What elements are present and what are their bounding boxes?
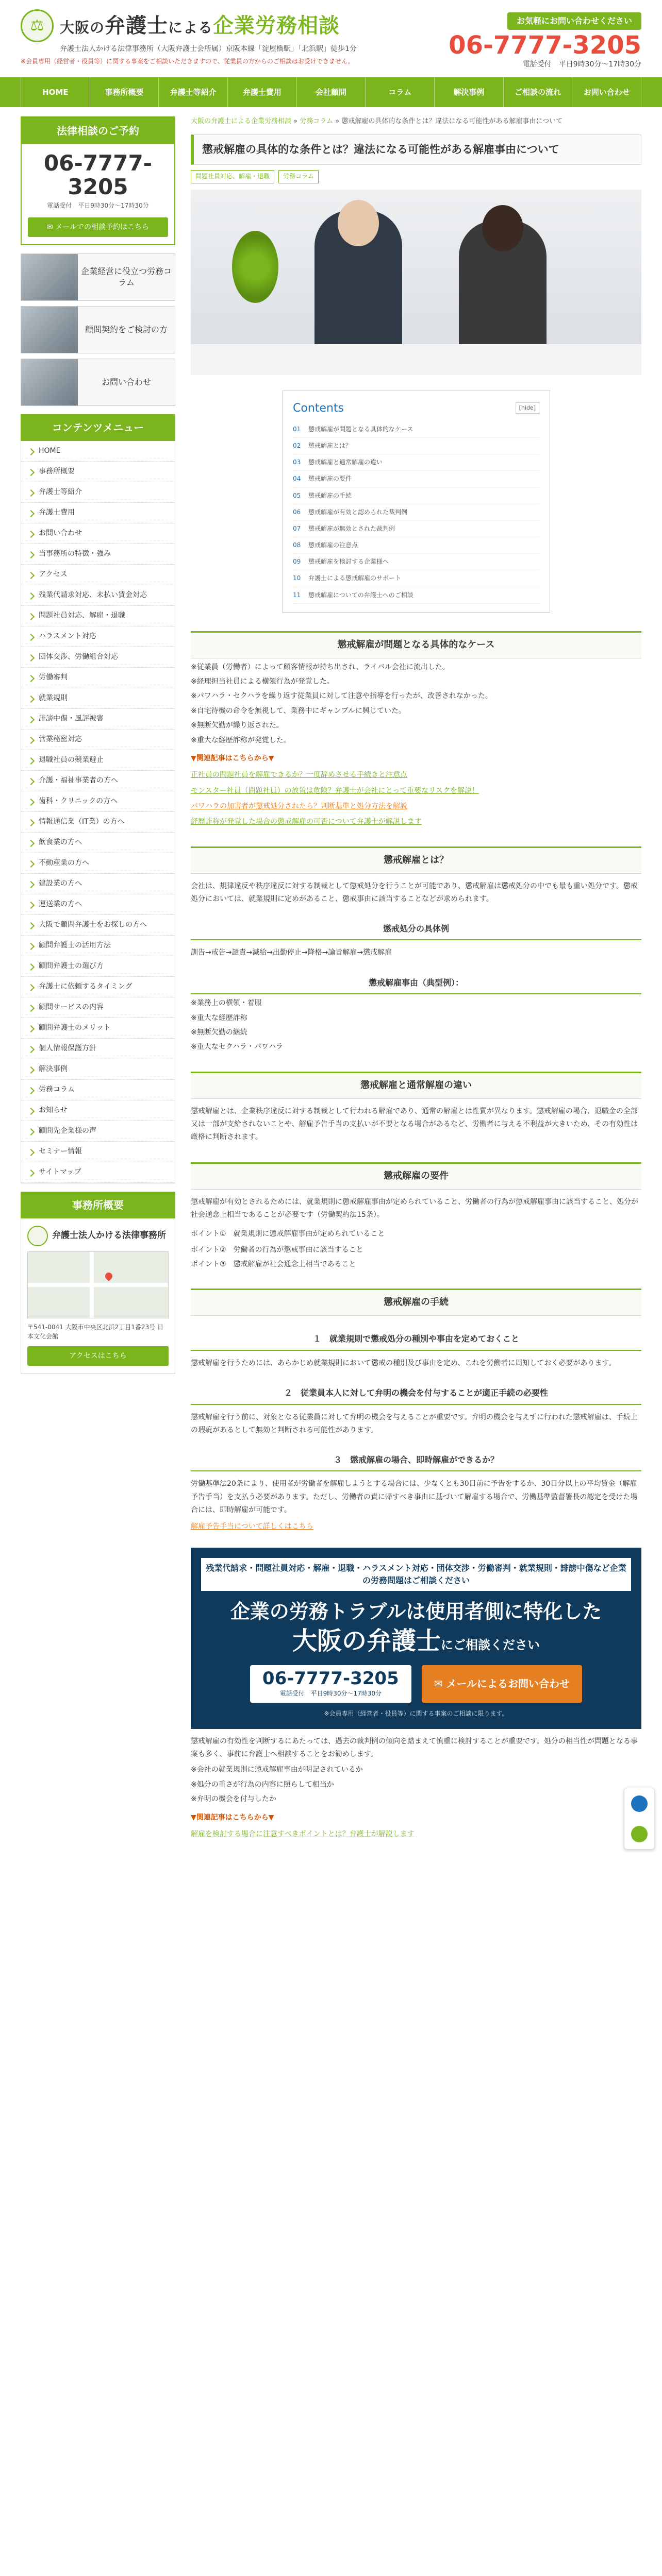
point-item: ポイント① 就業規則に懲戒解雇事由が定められていること [191, 1230, 385, 1239]
toc-item-number: 04 [293, 475, 301, 483]
sub-heading: ３ 懲戒解雇の場合、即時解雇ができるか？ [191, 1449, 641, 1472]
site-header [0, 0, 662, 77]
toc-item-label: 懲戒解雇を検討する企業様へ [308, 558, 389, 566]
office-address: 〒541-0041 大阪市中央区北浜2丁目1番23号 日本文化会館 [27, 1323, 163, 1340]
content-menu-item[interactable]: 顧問弁護士のメリット [21, 1018, 175, 1039]
list-item: ※従業員（労働者）によって顧客情報が持ち出され、ライバル会社に流出した。 [191, 663, 450, 671]
toc-item-number: 10 [293, 574, 301, 582]
sidebar-mail-button[interactable]: ✉ メールでの相談予約はこちら [28, 217, 168, 237]
sub-heading: １ 就業規則で懲戒処分の種別や事由を定めておくこと [191, 1328, 641, 1351]
header-phone[interactable]: 06-7777-3205 [449, 30, 641, 60]
global-nav [0, 77, 662, 107]
toc-item-label: 懲戒解雇の注意点 [308, 541, 358, 549]
content-menu-item[interactable]: 団体交渉、労働組合対応 [21, 647, 175, 668]
toc-item-label: 懲戒解雇が無効とされた裁判例 [308, 524, 395, 532]
access-button[interactable]: アクセスはこちら [27, 1346, 169, 1366]
point-item: ポイント② 労働者の行為が懲戒事由に該当すること [191, 1245, 363, 1254]
banner-image [21, 307, 78, 353]
toc-item[interactable] [293, 471, 539, 487]
related-link[interactable]: パワハラの加害者が懲戒処分されたら？判断基準と処分方法を解説 [191, 802, 407, 810]
toc-item[interactable] [293, 554, 539, 570]
office-box [21, 1218, 175, 1374]
toc-item-label: 懲戒解雇が有効と認められた裁判例 [308, 508, 408, 516]
toc-item[interactable] [293, 587, 539, 604]
toc-item-number: 11 [293, 591, 301, 599]
office-heading: 事務所概要 [21, 1192, 175, 1218]
section-heading: 懲戒解雇の手続 [191, 1289, 641, 1316]
sidebar-banner-contact[interactable]: お問い合わせ [21, 359, 175, 406]
breadcrumb: 大阪の弁護士による企業労務相談 » 労務コラム » 懲戒解雇の具体的な条件とは？違法になる可能性がある解雇事由について [191, 117, 563, 125]
nav-fees[interactable]: 弁護士費用 [228, 77, 297, 107]
paragraph: 懲戒解雇を行うためには、あらかじめ就業規則において懲戒の種別及び事由を定め、これを労働者に周知しておく必要があります。 [191, 1359, 616, 1367]
toc-item-number: 09 [293, 558, 301, 566]
related-link[interactable]: 正社員の問題社員を解雇できるか？一度辞めさせる手続きと注意点 [191, 771, 407, 779]
mail-icon: ✉ [47, 223, 56, 231]
sub-heading: 懲戒処分の具体例 [191, 918, 641, 941]
list-item: ※重大な経歴詐称が発覚した。 [191, 736, 291, 744]
toc-title: Contents [293, 401, 344, 415]
content-menu-item[interactable]: 弁護士に依頼するタイミング [21, 977, 175, 997]
tag-column[interactable]: 労務コラム [278, 170, 319, 183]
content-menu-item[interactable]: お知らせ [21, 1100, 175, 1121]
point-item: ポイント③ 懲戒解雇が社会通念上相当であること [191, 1260, 356, 1268]
toc-item-number: 08 [293, 541, 301, 549]
content-menu-item[interactable]: 大阪で顧問弁護士をお探しの方へ [21, 915, 175, 936]
section-heading: 懲戒解雇の要件 [191, 1162, 641, 1190]
post-tags [191, 170, 641, 183]
content-menu-item[interactable]: 情報通信業（IT業）の方へ [21, 812, 175, 833]
nav-advisory[interactable]: 会社顧問 [297, 77, 366, 107]
contact-badge: お気軽にお問い合わせください [507, 12, 641, 30]
content-menu-item[interactable]: 不動産業の方へ [21, 853, 175, 874]
content-menu-item[interactable]: 残業代請求対応、未払い賃金対応 [21, 585, 175, 606]
related-link[interactable]: 解雇を検討する場合に注意すべきポイントとは？弁護士が解説します [191, 1829, 415, 1838]
cta-mail-button[interactable]: ✉ メールによるお問い合わせ [422, 1665, 582, 1703]
content-menu-heading: コンテンツメニュー [21, 414, 175, 441]
main-content [191, 116, 641, 1840]
inline-link[interactable]: 解雇予告手当について詳しくはこちら [191, 1522, 313, 1531]
content-menu-item[interactable]: 営業秘密対応 [21, 730, 175, 750]
content-menu-item[interactable]: アクセス [21, 565, 175, 585]
nav-flow[interactable]: ご相談の流れ [504, 77, 573, 107]
list-item: ※処分の重さが行為の内容に照らして相当か [191, 1780, 334, 1789]
content-menu-item[interactable]: 就業規則 [21, 688, 175, 709]
paragraph: 会社は、規律違反や秩序違反に対する制裁として懲戒処分を行うことが可能であり、懲戒解雇は懲戒処分の中でも最も重い処分です。懲戒処分においては、就業規則に定めがあること、懲戒事由に該当することなどが求められます。 [191, 882, 638, 903]
nav-contact[interactable]: お問い合わせ [572, 77, 641, 107]
toc-item-label: 懲戒解雇とは？ [308, 442, 352, 449]
content-menu-item[interactable]: 顧問弁護士の活用方法 [21, 936, 175, 956]
toc-item-number: 02 [293, 442, 301, 449]
site-subtitle: 弁護士法人かける法律事務所（大阪弁護士会所属）京阪本線「淀屋橋駅」「北浜駅」徒歩1分 [60, 45, 357, 53]
list-item: ※弁明の機会を付与したか [191, 1795, 276, 1804]
content-menu-item[interactable]: 弁護士費用 [21, 503, 175, 523]
content-menu-item[interactable]: ハラスメント対応 [21, 626, 175, 647]
paragraph: 懲戒解雇を行う前に、対象となる従業員に対して弁明の機会を与えることが重要です。弁明の機会を与えずに行われた懲戒解雇は、手続上の瑕疵があるとして無効と判断される可能性があります。 [191, 1413, 638, 1434]
toc-item-label: 懲戒解雇と通常解雇の違い [308, 459, 383, 466]
toc-item[interactable] [293, 421, 539, 438]
content-menu-item[interactable]: 労務コラム [21, 1080, 175, 1100]
mail-icon: ✉ [434, 1677, 446, 1690]
toc-item-number: 05 [293, 492, 301, 499]
office-logo-icon [27, 1226, 48, 1246]
breadcrumb-home[interactable]: 大阪の弁護士による企業労務相談 [191, 117, 292, 125]
content-menu-item[interactable]: セミナー情報 [21, 1142, 175, 1162]
toc-item[interactable] [293, 521, 539, 537]
toc-toggle[interactable]: [hide] [516, 402, 539, 414]
cta-banner [191, 1548, 641, 1729]
sidebar-contact-heading: 法律相談のご予約 [22, 117, 174, 144]
content-menu-item[interactable]: 解決事例 [21, 1059, 175, 1080]
breadcrumb-category[interactable]: 労務コラム [300, 117, 334, 125]
content-menu-item[interactable]: 飲食業の方へ [21, 833, 175, 853]
content-menu-item[interactable]: 運送業の方へ [21, 894, 175, 915]
toc-item-label: 懲戒解雇の手続 [308, 492, 352, 499]
list-item: ※無断欠勤が繰り返された。 [191, 721, 284, 730]
content-menu-item[interactable]: 介護・福祉事業者の方へ [21, 771, 175, 791]
table-of-contents [282, 391, 550, 613]
chat-icon[interactable] [631, 1795, 648, 1812]
toc-item-number: 07 [293, 524, 301, 532]
paragraph: 労働基準法20条により、使用者が労働者を解雇しようとする場合には、少なくとも30日前に予告をするか、30日分以上の平均賃金（解雇予告手当）を支払う必要があります。ただし、労働者の責に帰すべき事由に基づいて解雇する場合で、労働基準監督署長の認定を受けた場合には、即時解雇が可能です。 [191, 1480, 638, 1514]
content-menu-item[interactable]: HOME [21, 441, 175, 462]
content-menu [21, 441, 175, 1183]
toc-item-label: 懲戒解雇の要件 [308, 475, 352, 483]
office-map[interactable] [27, 1251, 169, 1318]
header-hours: 電話受付 平日9時30分〜17時30分 [522, 60, 641, 69]
content-menu-item[interactable]: サイトマップ [21, 1162, 175, 1183]
toc-item[interactable] [293, 488, 539, 504]
map-pin-icon [104, 1271, 114, 1281]
list-item: ※無断欠勤の継続 [191, 1028, 247, 1037]
cta-headline: 企業の労務トラブルは使用者側に特化した 大阪の弁護士にご相談ください [230, 1600, 602, 1655]
hero-image [191, 190, 641, 375]
breadcrumb-current: 懲戒解雇の具体的な条件とは？違法になる可能性がある解雇事由について [341, 117, 563, 125]
content-menu-item[interactable]: 建設業の方へ [21, 874, 175, 894]
content-menu-item[interactable]: お問い合わせ [21, 523, 175, 544]
content-menu-item[interactable]: 当事務所の特徴・強み [21, 544, 175, 565]
content-menu-item[interactable]: 誹謗中傷・風評被害 [21, 709, 175, 730]
nav-home[interactable]: HOME [21, 77, 90, 107]
nav-cases[interactable]: 解決事例 [435, 77, 504, 107]
sidebar-contact-box [21, 116, 175, 245]
content-menu-item[interactable]: 顧問弁護士の選び方 [21, 956, 175, 977]
sidebar [21, 116, 175, 1840]
list-item: ※会社の就業規則に懲戒解雇事由が明記されているか [191, 1766, 363, 1774]
content-menu-item[interactable]: 歯科・クリニックの方へ [21, 791, 175, 812]
toc-item[interactable] [293, 454, 539, 471]
toc-item[interactable] [293, 570, 539, 587]
sidebar-banner-advisory[interactable]: 顧問契約をご検討の方 [21, 306, 175, 353]
site-note: ※会員専用（経営者・役員等）に関する事案をご相談いただきますので、従業員の方からのご相談はお受けできません。 [21, 58, 354, 65]
toc-item-label: 懲戒解雇が問題となる具体的なケース [308, 425, 413, 433]
related-link[interactable]: 経歴詐称が発覚した場合の懲戒解雇の可否について弁護士が解説します [191, 818, 422, 826]
paragraph: 懲戒解雇とは、企業秩序違反に対する制裁として行われる解雇であり、通常の解雇とは性質が異なります。懲戒解雇の場合、退職金の全部又は一部が支給されないことや、解雇予告手当の支払いが不要となる場合があるなど、労働者に与える不利益が大きいため、その有効性は厳格に判断されます。 [191, 1107, 638, 1141]
site-title: 大阪の弁護士による企業労務相談 [60, 14, 340, 38]
toc-item[interactable] [293, 504, 539, 521]
section-heading: 懲戒解雇と通常解雇の違い [191, 1072, 641, 1099]
toc-item-number: 06 [293, 508, 301, 516]
paragraph: 懲戒解雇が有効とされるためには、就業規則に懲戒解雇事由が定められていること、労働者の行為が懲戒解雇事由に該当すること、処分が社会通念上相当であることが必要です（労働契約法15条）。 [191, 1197, 638, 1219]
toc-item-label: 弁護士による懲戒解雇のサポート [308, 574, 402, 582]
tag-dismissal[interactable]: 問題社員対応、解雇・退職 [191, 170, 274, 183]
nav-lawyers[interactable]: 弁護士等紹介 [159, 77, 228, 107]
list-item: ※重大な経歴詐称 [191, 1013, 247, 1022]
nav-column[interactable]: コラム [366, 77, 435, 107]
nav-office[interactable]: 事務所概要 [90, 77, 159, 107]
contact-icon[interactable] [631, 1826, 648, 1842]
toc-item[interactable] [293, 537, 539, 554]
related-heading: ▼関連記事はこちらから▼ [191, 1813, 274, 1822]
banner-image [21, 359, 78, 405]
toc-item-label: 懲戒解雇についての弁護士へのご相談 [308, 591, 413, 599]
list-item: ※経理担当社員による横領行為が発覚した。 [191, 677, 334, 686]
content-menu-item[interactable]: 事務所概要 [21, 462, 175, 482]
content-menu-item[interactable]: 個人情報保護方針 [21, 1039, 175, 1059]
toc-item[interactable] [293, 438, 539, 454]
content-menu-item[interactable]: 顧問先企業様の声 [21, 1121, 175, 1142]
content-menu-item[interactable]: 問題社員対応、解雇・退職 [21, 606, 175, 626]
list-item: ※パワハラ・セクハラを繰り返す従業員に対して注意や指導を行ったが、改善されなかった。 [191, 692, 492, 701]
list-item: ※重大なセクハラ・パワハラ [191, 1043, 283, 1052]
banner-image [21, 254, 78, 300]
sub-heading: ２ 従業員本人に対して弁明の機会を付与することが適正手続の必要性 [191, 1382, 641, 1405]
content-menu-item[interactable]: 弁護士等紹介 [21, 482, 175, 503]
floating-widget[interactable] [624, 1788, 655, 1850]
cta-phone[interactable]: 06-7777-3205 電話受付 平日9時30分〜17時30分 [250, 1665, 411, 1703]
logo-mark-icon: ⚖ [21, 9, 54, 42]
cta-note: ※会員専用（経営者・役員等）に関する事案のご相談に限ります。 [324, 1709, 508, 1717]
content-menu-item[interactable]: 退職社員の競業避止 [21, 750, 175, 771]
office-logo: 弁護士法人かける法律事務所 [27, 1226, 169, 1246]
section-heading: 懲戒解雇が問題となる具体的なケース [191, 631, 641, 658]
related-heading: ▼関連記事はこちらから▼ [191, 754, 274, 762]
toc-item-number: 03 [293, 459, 301, 466]
related-link[interactable]: モンスター社員（問題社員）の放置は危険？弁護士が会社にとって重要なリスクを解説！ [191, 786, 479, 795]
cta-top: 残業代請求・問題社員対応・解雇・退職・ハラスメント対応・団体交渉・労働審判・就業規則・誹謗中傷など企業の労務問題はご相談ください [201, 1558, 631, 1591]
sidebar-phone[interactable]: 06-7777-3205 [43, 150, 153, 200]
header-contact [449, 12, 641, 71]
paragraph: 懲戒解雇の有効性を判断するにあたっては、過去の裁判例の傾向を踏まえて慎重に検討することが重要です。処分の相当性が問題となる事案も多く、事前に弁護士へ相談することをお勧めします。 [191, 1737, 638, 1759]
content-menu-item[interactable]: 労働審判 [21, 668, 175, 688]
page-title: 懲戒解雇の具体的な条件とは？違法になる可能性がある解雇事由について [191, 134, 641, 165]
list-item: ※自宅待機の命令を無視して、業務中にギャンブルに興じていた。 [191, 706, 406, 715]
content-menu-item[interactable]: 顧問サービスの内容 [21, 997, 175, 1018]
list-item: ※業務上の横領・着服 [191, 999, 262, 1008]
paragraph: 訓告→戒告→譴責→減給→出勤停止→降格→諭旨解雇→懲戒解雇 [191, 948, 392, 957]
sidebar-hours: 電話受付 平日9時30分〜17時30分 [47, 202, 149, 210]
toc-item-number: 01 [293, 425, 301, 433]
sub-heading: 懲戒解雇事由（典型例）： [191, 972, 641, 995]
section-heading: 懲戒解雇とは？ [191, 846, 641, 874]
sidebar-banner-column[interactable]: 企業経営に役立つ労務コラム [21, 253, 175, 301]
